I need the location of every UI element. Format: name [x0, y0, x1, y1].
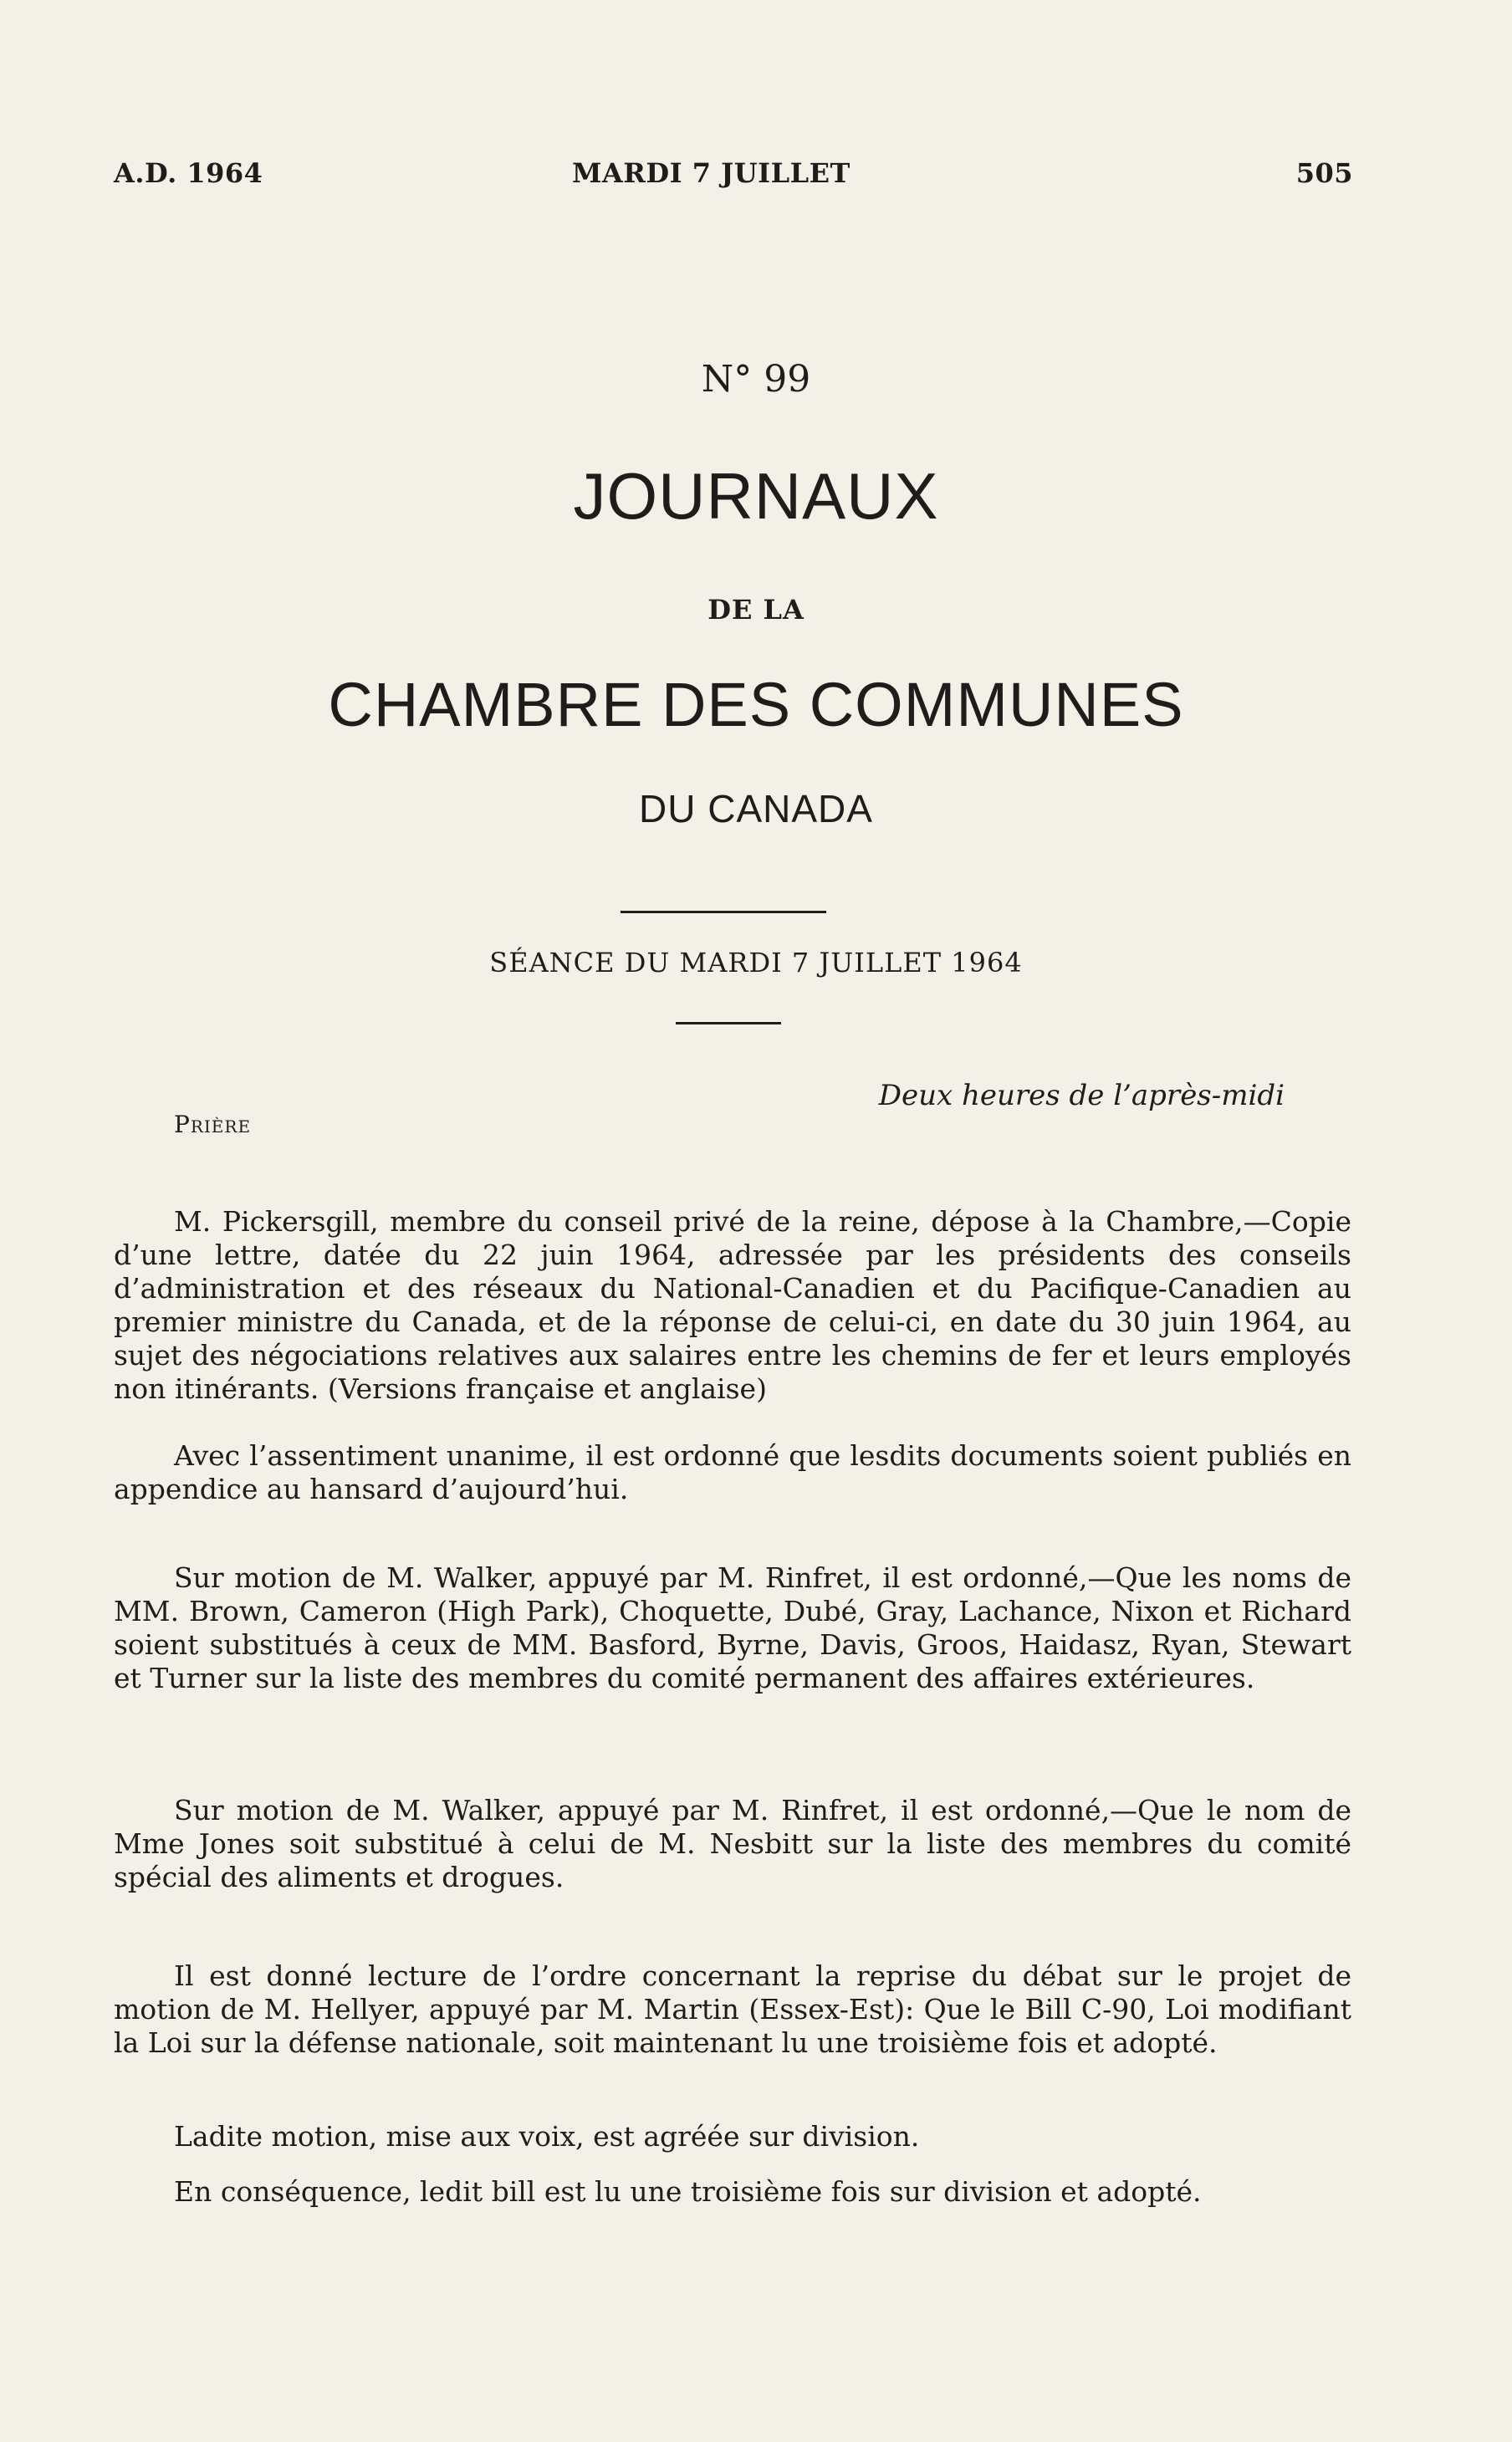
paragraph-jones-substitution: Sur motion de M. Walker, appuyé par M. Rinfret, il est ordonné,—Que le nom de Mme Jones soit substitué à celui de M. Nesbitt sur la liste des membres du comité spécial des aliments et drogues. — [114, 1794, 1351, 1893]
issue-number: N° 99 — [701, 358, 811, 401]
journal-title: JOURNAUX — [573, 459, 939, 533]
header-year: A.D. 1964 — [114, 157, 263, 189]
paragraph-documents-tabled: M. Pickersgill, membre du conseil privé de la reine, dépose à la Chambre,—Copie d’une lettre, datée du 22 juin 1964, adressée par les présidents des conseils d’administration et des réseaux du National-Canadien et du Pacifique-Canadien au premier ministre du Canada, et de la réponse de celui-ci, en date du 30 juin 1964, au sujet des négociations relatives aux salaires entre les chemins de fer et leurs employés non itinérants. (Versions française et anglaise) — [114, 1205, 1351, 1405]
paragraph-appendix-order: Avec l’assentiment unanime, il est ordonné que lesdits documents soient publiés en appendice au hansard d’aujourd’hui. — [114, 1439, 1351, 1505]
header-date: MARDI 7 JUILLET — [572, 157, 850, 189]
paragraph-motion-result: Ladite motion, mise aux voix, est agréée sur division. — [174, 2120, 920, 2153]
paragraph-bill-c90: Il est donné lecture de l’ordre concernant la reprise du débat sur le projet de motion de M. Hellyer, appuyé par M. Martin (Essex-Est): Que le Bill C-90, Loi modifiant la Loi sur la défense nationale, soit maintenant lu une troisième fois et adopté. — [114, 1959, 1351, 2059]
prayer-label: Prière — [174, 1111, 252, 1138]
chamber-title: CHAMBRE DES COMMUNES — [328, 670, 1184, 739]
section-divider-bottom — [676, 1022, 781, 1024]
session-heading: SÉANCE DU MARDI 7 JUILLET 1964 — [489, 947, 1023, 978]
paragraph-bill-adopted: En conséquence, ledit bill est lu une troisième fois sur division et adopté. — [174, 2175, 1202, 2208]
paragraph-committee-substitution: Sur motion de M. Walker, appuyé par M. Rinfret, il est ordonné,—Que les noms de MM. Brown, Cameron (High Park), Choquette, Dubé, Gray, Lachance, Nixon et Richard soient substitués à ceux de MM. Basford, Byrne, Davis, Groos, Haidasz, Ryan, Stewart et Turner sur la liste des membres du comité permanent des affaires extérieures. — [114, 1561, 1351, 1694]
page-number: 505 — [1295, 157, 1353, 189]
country-title: DU CANADA — [639, 787, 873, 830]
session-time: Deux heures de l’après-midi — [878, 1079, 1285, 1112]
title-connector: DE LA — [707, 594, 805, 626]
section-divider-top — [621, 911, 826, 913]
